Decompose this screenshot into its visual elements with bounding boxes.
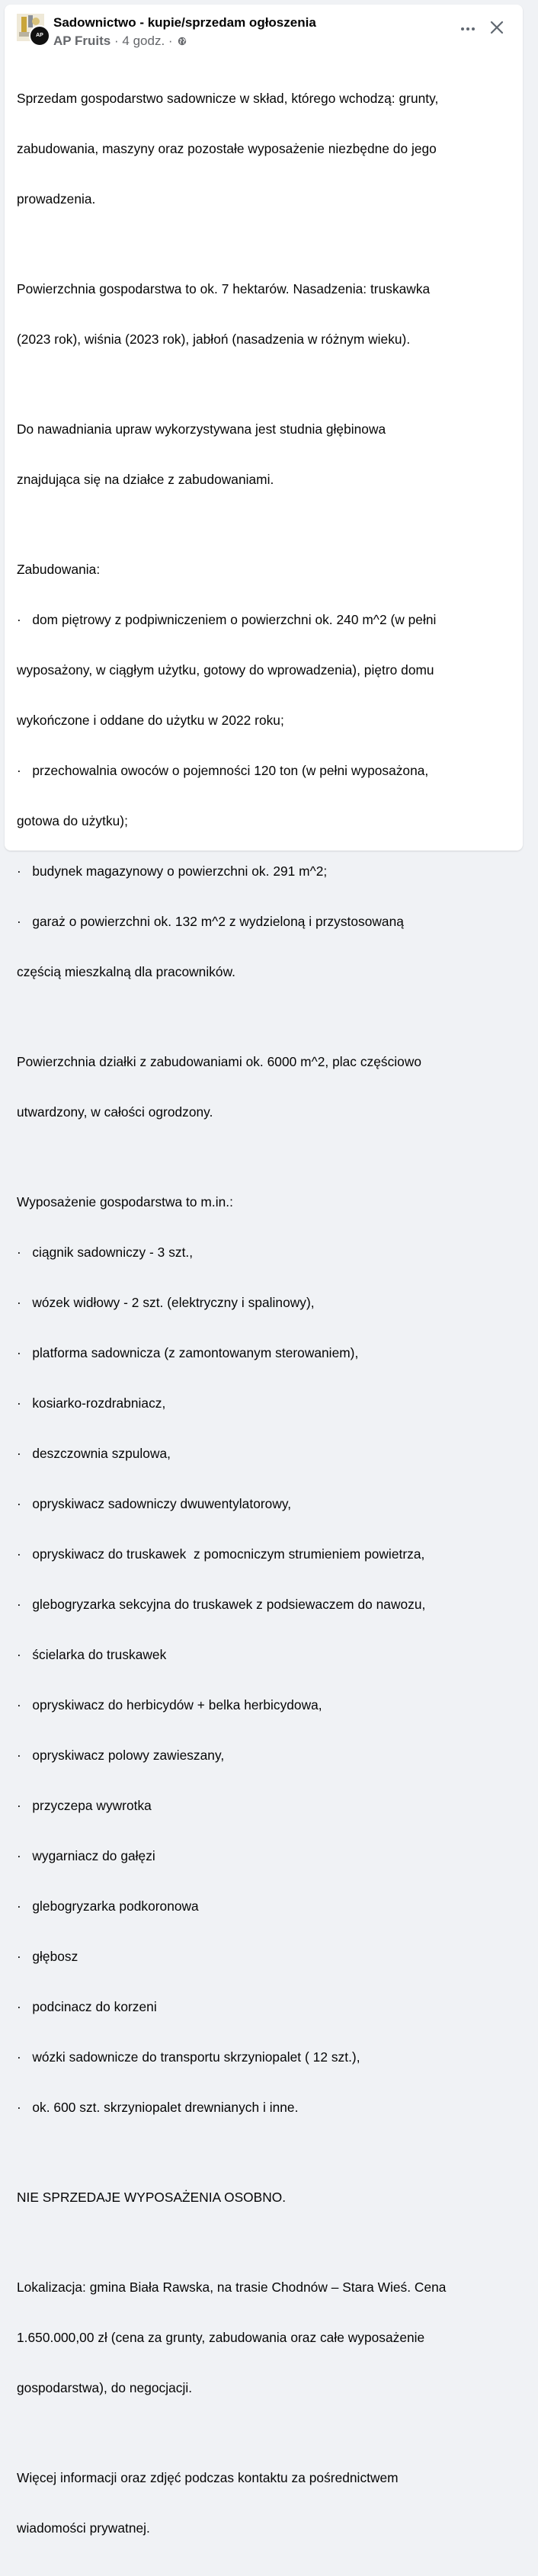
paragraph — [17, 2245, 512, 2430]
list-item: · ok. 600 szt. skrzyniopalet drewnianych i inne. — [17, 2100, 299, 2115]
list-item: · ciągnik sadowniczy - 3 szt., — [17, 1245, 194, 1260]
text-line: utwardzony, w całości ogrodzony. — [17, 1104, 213, 1120]
text-line: 1.650.000,00 zł (cena za grunty, zabudowania oraz całe wyposażenie — [17, 2330, 425, 2345]
text-line: gotowa do użytku); — [17, 813, 128, 828]
paragraph — [17, 247, 512, 381]
paragraph — [17, 2155, 512, 2239]
list-item: · wózki sadownicze do transportu skrzyniopalet ( 12 szt.), — [17, 2049, 360, 2065]
text-line: · garaż o powierzchni ok. 132 m^2 z wydzieloną i przystosowaną — [17, 914, 404, 929]
text-line: Więcej informacji oraz zdjęć podczas kontaktu za pośrednictwem — [17, 2470, 399, 2485]
list-item: · ścielarka do truskawek — [17, 1647, 167, 1662]
list-item: · glebogryzarka sekcyjna do truskawek z podsiewaczem do nawozu, — [17, 1597, 426, 1612]
text-line: (2023 rok), wiśnia (2023 rok), jabłoń (nasadzenia w różnym wieku). — [17, 332, 411, 347]
paragraph — [17, 1160, 512, 2149]
paragraph — [17, 1020, 512, 1154]
text-line: · przechowalnia owoców o pojemności 120 ton (w pełni wyposażona, — [17, 763, 429, 778]
paragraph — [17, 527, 512, 1014]
post-text — [17, 56, 512, 2576]
list-item: · opryskiwacz do herbicydów + belka herbicydowa, — [17, 1697, 322, 1713]
text-line: Do nawadniania upraw wykorzystywana jest studnia głębinowa — [17, 421, 386, 437]
list-item: · kosiarko-rozdrabniacz, — [17, 1395, 166, 1411]
list-item: · opryskiwacz sadowniczy dwuwentylatorowy, — [17, 1496, 292, 1511]
text-line: · dom piętrowy z podpiwniczeniem o powierzchni ok. 240 m^2 (w pełni — [17, 612, 437, 627]
meta-separator: · — [168, 34, 173, 48]
more-dots-icon — [472, 27, 475, 30]
avatar[interactable]: AP — [29, 25, 50, 46]
list-item: · przyczepa wywrotka — [17, 1798, 152, 1813]
paragraph — [17, 56, 512, 241]
text-line: znajdująca się na działce z zabudowaniami. — [17, 472, 274, 487]
post-timestamp[interactable]: 4 godz. — [122, 34, 165, 48]
text-line: częścią mieszkalną dla pracowników. — [17, 964, 236, 979]
more-options-button[interactable] — [459, 18, 480, 40]
text-line: Powierzchnia działki z zabudowaniami ok. 6000 m^2, plac częściowo — [17, 1054, 422, 1069]
more-dots-icon — [466, 27, 469, 30]
text-line: gospodarstwa), do negocjacji. — [17, 2380, 193, 2395]
text-line: prowadzenia. — [17, 191, 96, 207]
list-item: · wózek widłowy - 2 szt. (elektryczny i spalinowy), — [17, 1295, 315, 1310]
close-button[interactable] — [486, 17, 508, 38]
text-line: zabudowania, maszyny oraz pozostałe wyposażenie niezbędne do jego — [17, 141, 437, 156]
avatar-group[interactable] — [17, 14, 52, 49]
text-line: Zabudowania: — [17, 562, 101, 577]
text-line: Sprzedam gospodarstwo sadownicze w skład, którego wchodzą: grunty, — [17, 91, 439, 106]
text-line: Wyposażenie gospodarstwa to m.in.: — [17, 1194, 233, 1210]
paragraph — [17, 387, 512, 521]
list-item: · platforma sadownicza (z zamontowanym sterowaniem), — [17, 1345, 359, 1360]
author-link[interactable]: AP Fruits — [53, 34, 111, 48]
text-line: wykończone i oddane do użytku w 2022 roku; — [17, 713, 284, 728]
group-name-link[interactable]: Sadownictwo - kupie/sprzedam ogłoszenia — [53, 15, 316, 30]
globe-icon — [178, 37, 187, 46]
text-line: Lokalizacja: gmina Biała Rawska, na trasie Chodnów – Stara Wieś. Cena — [17, 2280, 447, 2295]
post-card — [5, 5, 523, 2536]
text-line: wiadomości prywatnej. — [17, 2520, 150, 2536]
list-item: · opryskiwacz do truskawek z pomocniczym strumieniem powietrza, — [17, 1546, 425, 1562]
post-meta — [53, 34, 187, 49]
text-line: NIE SPRZEDAJE WYPOSAŻENIA OSOBNO. — [17, 2190, 287, 2205]
more-dots-icon — [461, 27, 464, 30]
text-line: Powierzchnia gospodarstwa to ok. 7 hektarów. Nasadzenia: truskawka — [17, 281, 431, 296]
text-line: wyposażony, w ciągłym użytku, gotowy do wprowadzenia), piętro domu — [17, 662, 434, 678]
close-icon — [486, 17, 508, 38]
paragraph — [17, 2436, 512, 2570]
list-item: · deszczownia szpulowa, — [17, 1446, 171, 1461]
text-line: · budynek magazynowy o powierzchni ok. 291 m^2; — [17, 863, 328, 879]
list-item: · podcinacz do korzeni — [17, 1999, 157, 2014]
post-header — [5, 5, 523, 52]
meta-separator: · — [114, 34, 119, 48]
list-item: · wygarniacz do gałęzi — [17, 1848, 155, 1863]
list-item: · glebogryzarka podkoronowa — [17, 1898, 199, 1914]
list-item: · głębosz — [17, 1949, 78, 1964]
list-item: · opryskiwacz polowy zawieszany, — [17, 1748, 225, 1763]
